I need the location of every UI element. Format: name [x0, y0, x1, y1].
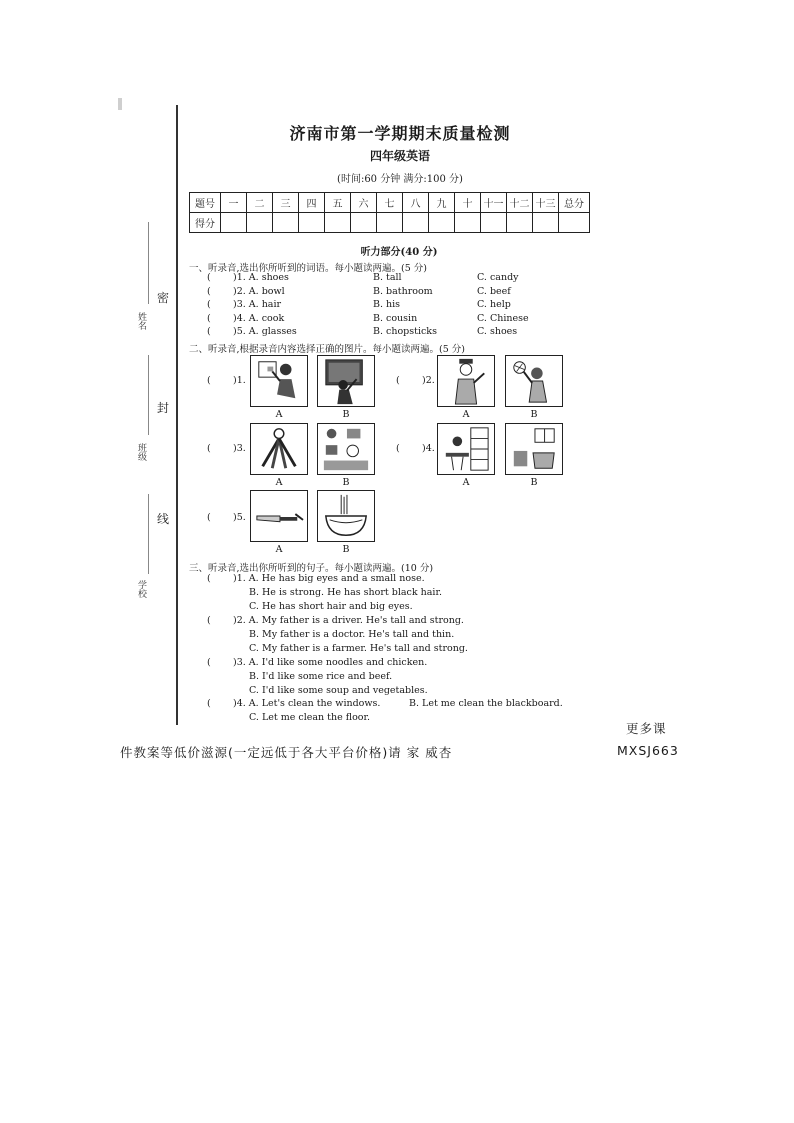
- bathroom-icon: [506, 424, 562, 474]
- part2-q1-number: )1.: [233, 375, 246, 386]
- option-label-a: A: [462, 409, 470, 420]
- answer-paren[interactable]: (: [207, 512, 211, 523]
- score-cell[interactable]: [325, 213, 351, 233]
- option-label-a: A: [275, 409, 283, 420]
- part3-q4-a: )4. A. Let's clean the windows.: [233, 698, 381, 709]
- picture-study-room[interactable]: [437, 423, 495, 475]
- picture-nurse[interactable]: [437, 355, 495, 407]
- score-cell[interactable]: [403, 213, 429, 233]
- seal-mark-1: 密: [157, 291, 170, 305]
- knife-icon: [251, 491, 307, 541]
- score-header-cell: 总分: [559, 193, 590, 213]
- class-underline: [148, 355, 149, 435]
- part1-q4: )4. A. cook: [233, 313, 285, 324]
- score-header-cell: 十: [455, 193, 481, 213]
- part1-q2-c: C. beef: [477, 286, 511, 297]
- part2-q2-number: )2.: [422, 375, 435, 386]
- option-label-b: B: [342, 477, 350, 488]
- part1-q5-b: B. chopsticks: [373, 326, 437, 337]
- option-label-b: B: [342, 409, 350, 420]
- part2-q5-number: )5.: [233, 512, 246, 523]
- person-cleaning-icon: [251, 356, 307, 406]
- answer-paren[interactable]: (: [207, 657, 211, 668]
- score-cell[interactable]: [377, 213, 403, 233]
- score-cell[interactable]: [351, 213, 377, 233]
- part3-q4-c: C. Let me clean the floor.: [249, 712, 371, 723]
- part1-q1-b: B. tall: [373, 272, 402, 283]
- score-table-header-row: [190, 193, 590, 213]
- part2-heading: 二、听录音,根据录音内容选择正确的图片。每小题读两遍。(5 分): [189, 344, 465, 355]
- part1-q1: )1. A. shoes: [233, 272, 289, 283]
- part1-q2: )2. A. bowl: [233, 286, 285, 297]
- score-cell[interactable]: [533, 213, 559, 233]
- binding-line: [176, 105, 178, 725]
- part1-q3-b: B. his: [373, 299, 401, 310]
- school-underline: [148, 494, 149, 574]
- exam-title: 济南市第一学期期末质量检测: [289, 124, 511, 143]
- answer-paren[interactable]: (: [207, 272, 211, 283]
- part1-q3-c: C. help: [477, 299, 511, 310]
- part3-q1-b: B. He is strong. He has short black hair.: [249, 587, 442, 598]
- blackboard-icon: [318, 356, 374, 406]
- score-cell[interactable]: [455, 213, 481, 233]
- name-underline: [148, 222, 149, 304]
- part1-q2-b: B. bathroom: [373, 286, 433, 297]
- part3-q3-a: )3. A. I'd like some noodles and chicken.: [233, 657, 428, 668]
- answer-paren[interactable]: (: [207, 299, 211, 310]
- score-header-cell: 题号: [190, 193, 221, 213]
- answer-paren[interactable]: (: [396, 443, 400, 454]
- part3-q2-b: B. My father is a doctor. He's tall and thin.: [249, 629, 455, 640]
- footer-code: MXSJ663: [617, 743, 679, 758]
- score-header-cell: 十一: [481, 193, 507, 213]
- answer-paren[interactable]: (: [207, 375, 211, 386]
- part3-q3-c: C. I'd like some soup and vegetables.: [249, 685, 428, 696]
- score-header-cell: 七: [377, 193, 403, 213]
- score-header-cell: 九: [429, 193, 455, 213]
- part3-q3-b: B. I'd like some rice and beef.: [249, 671, 393, 682]
- answer-paren[interactable]: (: [207, 698, 211, 709]
- footer-more: 更多课: [626, 721, 667, 736]
- score-header-cell: 二: [247, 193, 273, 213]
- part3-q2-c: C. My father is a farmer. He's tall and strong.: [249, 643, 468, 654]
- picture-toys[interactable]: [317, 423, 375, 475]
- score-header-cell: 十三: [533, 193, 559, 213]
- part3-q1-a: )1. A. He has big eyes and a small nose.: [233, 573, 425, 584]
- picture-knife[interactable]: [250, 490, 308, 542]
- answer-paren[interactable]: (: [207, 615, 211, 626]
- score-cell[interactable]: [221, 213, 247, 233]
- score-cell[interactable]: [429, 213, 455, 233]
- part1-q1-c: C. candy: [477, 272, 519, 283]
- part2-q4-number: )4.: [422, 443, 435, 454]
- toys-icon: [318, 424, 374, 474]
- answer-paren[interactable]: (: [207, 326, 211, 337]
- name-label: 姓名: [136, 312, 146, 330]
- picture-wipe-window[interactable]: [250, 355, 308, 407]
- part1-q5-c: C. shoes: [477, 326, 518, 337]
- picture-clean-blackboard[interactable]: [317, 355, 375, 407]
- part3-q4-b: B. Let me clean the blackboard.: [409, 698, 563, 709]
- score-cell[interactable]: [273, 213, 299, 233]
- score-cell[interactable]: [481, 213, 507, 233]
- score-cell[interactable]: [507, 213, 533, 233]
- score-header-cell: 八: [403, 193, 429, 213]
- exam-subtitle: 四年级英语: [369, 149, 430, 163]
- answer-paren[interactable]: (: [207, 313, 211, 324]
- school-label: 学校: [136, 580, 146, 598]
- score-header-cell: 一: [221, 193, 247, 213]
- score-table: [189, 192, 590, 233]
- score-header-cell: 五: [325, 193, 351, 213]
- picture-keys[interactable]: [250, 423, 308, 475]
- time-info: (时间:60 分钟 满分:100 分): [337, 174, 463, 185]
- score-cell[interactable]: [247, 213, 273, 233]
- option-label-b: B: [530, 477, 538, 488]
- part3-q1-c: C. He has short hair and big eyes.: [249, 601, 413, 612]
- part3-heading: 三、听录音,选出你所听到的句子。每小题读两遍。(10 分): [189, 563, 434, 574]
- picture-noodles[interactable]: [317, 490, 375, 542]
- option-label-b: B: [530, 409, 538, 420]
- seal-mark-2: 封: [157, 401, 170, 415]
- answer-paren[interactable]: (: [207, 286, 211, 297]
- part1-q5: )5. A. glasses: [233, 326, 297, 337]
- option-label-b: B: [342, 544, 350, 555]
- class-label: 班级: [136, 443, 146, 461]
- nurse-icon: [438, 356, 494, 406]
- part1-heading: 一、听录音,选出你所听到的词语。每小题读两遍。(5 分): [189, 263, 427, 274]
- noodle-bowl-icon: [318, 491, 374, 541]
- score-header-cell: 四: [299, 193, 325, 213]
- footer-line: 件教案等低价滋源(一定远低于各大平台价格)请 家 威杏: [120, 745, 453, 760]
- picture-bathroom[interactable]: [505, 423, 563, 475]
- basketball-player-icon: [506, 356, 562, 406]
- option-label-a: A: [462, 477, 470, 488]
- score-row-label: 得分: [190, 213, 221, 233]
- score-header-cell: 六: [351, 193, 377, 213]
- option-label-a: A: [275, 477, 283, 488]
- keys-icon: [251, 424, 307, 474]
- score-header-cell: 三: [273, 193, 299, 213]
- score-cell[interactable]: [299, 213, 325, 233]
- seal-mark-3: 线: [157, 512, 170, 526]
- option-label-a: A: [275, 544, 283, 555]
- scan-speck: [118, 98, 122, 110]
- part1-q4-c: C. Chinese: [477, 313, 529, 324]
- picture-basketball[interactable]: [505, 355, 563, 407]
- answer-paren[interactable]: (: [396, 375, 400, 386]
- listening-section-title: 听力部分(40 分): [360, 247, 438, 258]
- score-cell[interactable]: [559, 213, 590, 233]
- part1-q3: )3. A. hair: [233, 299, 282, 310]
- score-table-score-row: [190, 213, 590, 233]
- part2-q3-number: )3.: [233, 443, 246, 454]
- score-header-cell: 十二: [507, 193, 533, 213]
- answer-paren[interactable]: (: [207, 443, 211, 454]
- bookshelf-icon: [438, 424, 494, 474]
- part3-q2-a: )2. A. My father is a driver. He's tall and strong.: [233, 615, 464, 626]
- answer-paren[interactable]: (: [207, 573, 211, 584]
- part1-q4-b: B. cousin: [373, 313, 418, 324]
